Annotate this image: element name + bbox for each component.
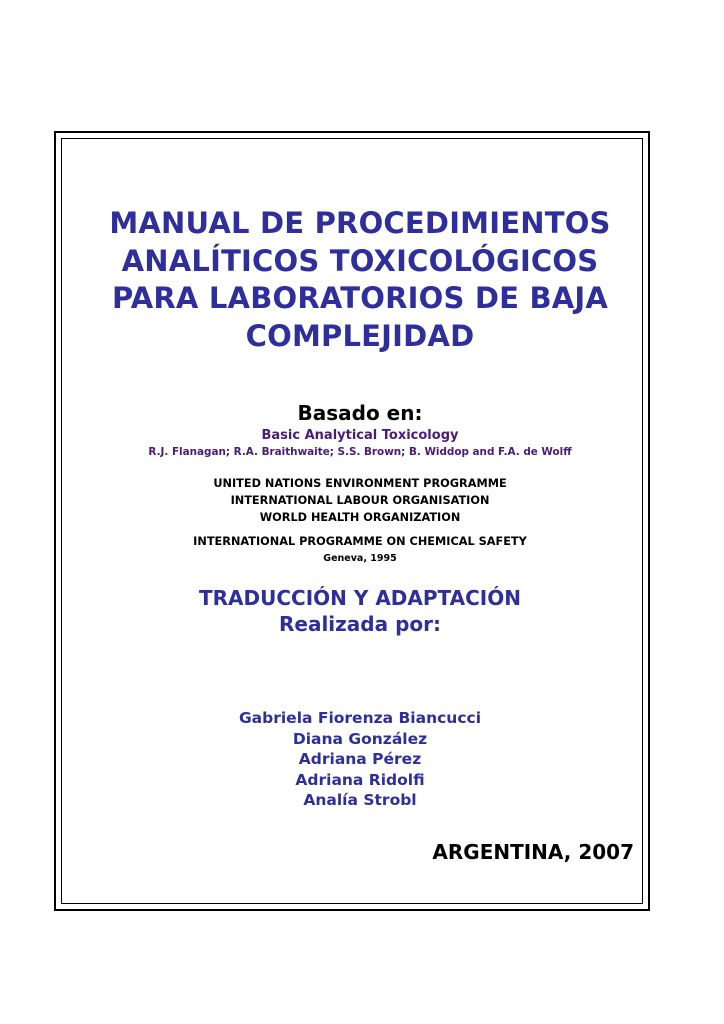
document-title — [61, 205, 659, 355]
title-line: ANALÍTICOS TOXICOLÓGICOS — [121, 243, 599, 278]
title-line: PARA LABORATORIOS DE BAJA — [111, 281, 609, 315]
title-line: MANUAL DE PROCEDIMIENTOS — [109, 206, 611, 240]
translator-name: Adriana Ridolfi — [295, 770, 425, 789]
source-book-title: Basic Analytical Toxicology — [261, 428, 459, 443]
organizations-list — [61, 475, 659, 526]
translator-name: Diana González — [292, 729, 428, 748]
source-authors: R.J. Flanagan; R.A. Braithwaite; S.S. Brown; B. Widdop and F.A. de Wolff — [148, 446, 572, 458]
translator-name: Gabriela Fiorenza Biancucci — [238, 709, 482, 727]
translation-line: TRADUCCIÓN Y ADAPTACIÓN — [199, 586, 521, 610]
programme-name: INTERNATIONAL PROGRAMME ON CHEMICAL SAFETY — [193, 535, 527, 548]
translation-line: Realizada por: — [278, 612, 441, 636]
translation-heading — [61, 585, 659, 637]
translator-name: Analía Strobl — [303, 791, 417, 809]
place-year: Geneva, 1995 — [323, 553, 397, 564]
organization-name: INTERNATIONAL LABOUR ORGANISATION — [230, 494, 490, 507]
title-line: COMPLEJIDAD — [245, 318, 475, 353]
based-on-label: Basado en: — [297, 401, 423, 425]
translator-name: Adriana Pérez — [298, 750, 422, 768]
organization-name: WORLD HEALTH ORGANIZATION — [259, 511, 461, 524]
translators-list — [61, 708, 659, 811]
organization-name: UNITED NATIONS ENVIRONMENT PROGRAMME — [213, 477, 507, 490]
country-year: ARGENTINA, 2007 — [432, 840, 634, 864]
